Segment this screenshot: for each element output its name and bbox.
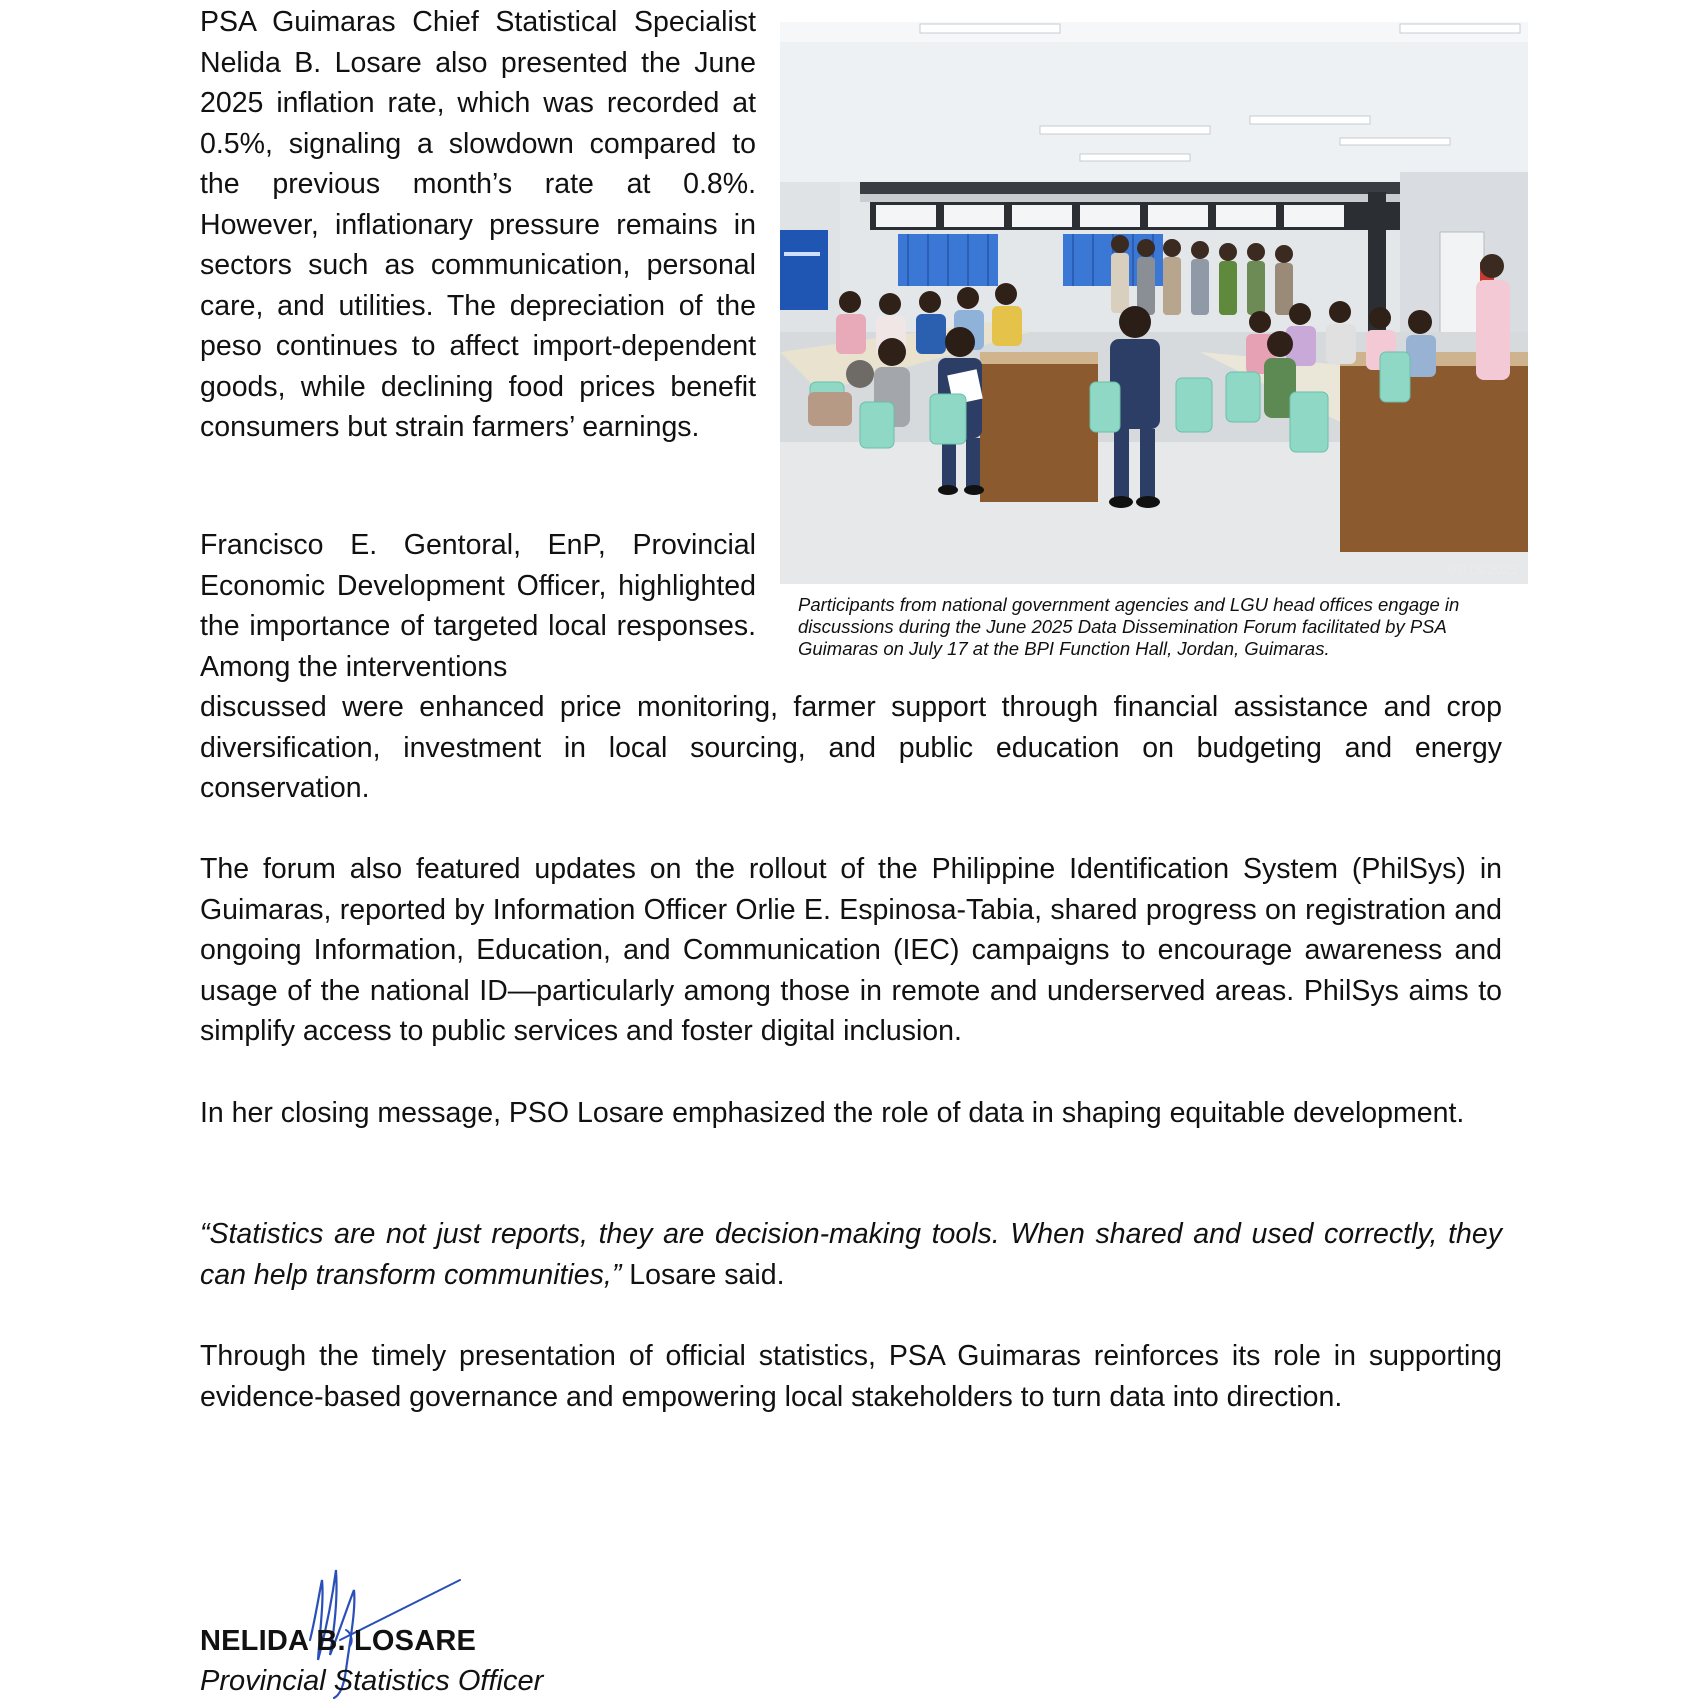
photo-date-stamp: 07/18/2025	[1447, 562, 1518, 577]
forum-photo	[780, 22, 1528, 584]
forum-photo-illustration	[780, 22, 1528, 584]
signatory-name: NELIDA B. LOSARE	[200, 1625, 477, 1657]
paragraph-closing-message: In her closing message, PSO Losare emphasized the role of data in shaping equitable development.	[200, 1097, 1465, 1129]
signature-block	[200, 1560, 800, 1702]
quote-attribution: Losare said.	[621, 1258, 785, 1291]
signatory-title: Provincial Statistics Officer	[200, 1665, 544, 1697]
paragraph-philsys: The forum also featured updates on the rollout of the Philippine Identification System (PhilSys) in Guimaras, reported by Information Officer Orlie E. Espinosa-Tabia, shared progress on registration and ongoing Information, Education, and Communication (IEC) campaigns to encourage awareness and usage of the national ID—particularly among those in remote and underserved areas. PhilSys aims to simplify access to public services and foster digital inclusion.	[200, 853, 1502, 1047]
quote-text: “Statistics are not just reports, they are decision-making tools. When shared and used correctly, they can help transform communities,”	[200, 1218, 1502, 1291]
paragraph-gentoral: Francisco E. Gentoral, EnP, Provincial Economic Development Officer, highlighted the importance of targeted local responses. Among the interventions	[200, 529, 756, 683]
paragraph-conclusion: Through the timely presentation of official statistics, PSA Guimaras reinforces its role in supporting evidence-based governance and empowering local stakeholders to turn data into direction.	[200, 1340, 1502, 1413]
paragraph-quote	[200, 1214, 1502, 1295]
photo-caption: Participants from national government agencies and LGU head offices engage in discussions during the June 2025 Data Dissemination Forum facilitated by PSA Guimaras on July 17 at the BPI Function Hall, Jordan, Guimaras.	[798, 594, 1460, 659]
paragraph-gentoral-continued: discussed were enhanced price monitoring, farmer support through financial assistance and crop diversification, investment in local sourcing, and public education on budgeting and energy conservation.	[200, 691, 1502, 804]
paragraph-inflation: PSA Guimaras Chief Statistical Specialist Nelida B. Losare also presented the June 2025 inflation rate, which was recorded at 0.5%, signaling a slowdown compared to the previous month’s rate at 0.8%. However, inflationary pressure remains in sectors such as communication, personal care, and utilities. The depreciation of the peso continues to affect import-dependent goods, while declining food prices benefit consumers but strain farmers’ earnings.	[200, 6, 756, 443]
